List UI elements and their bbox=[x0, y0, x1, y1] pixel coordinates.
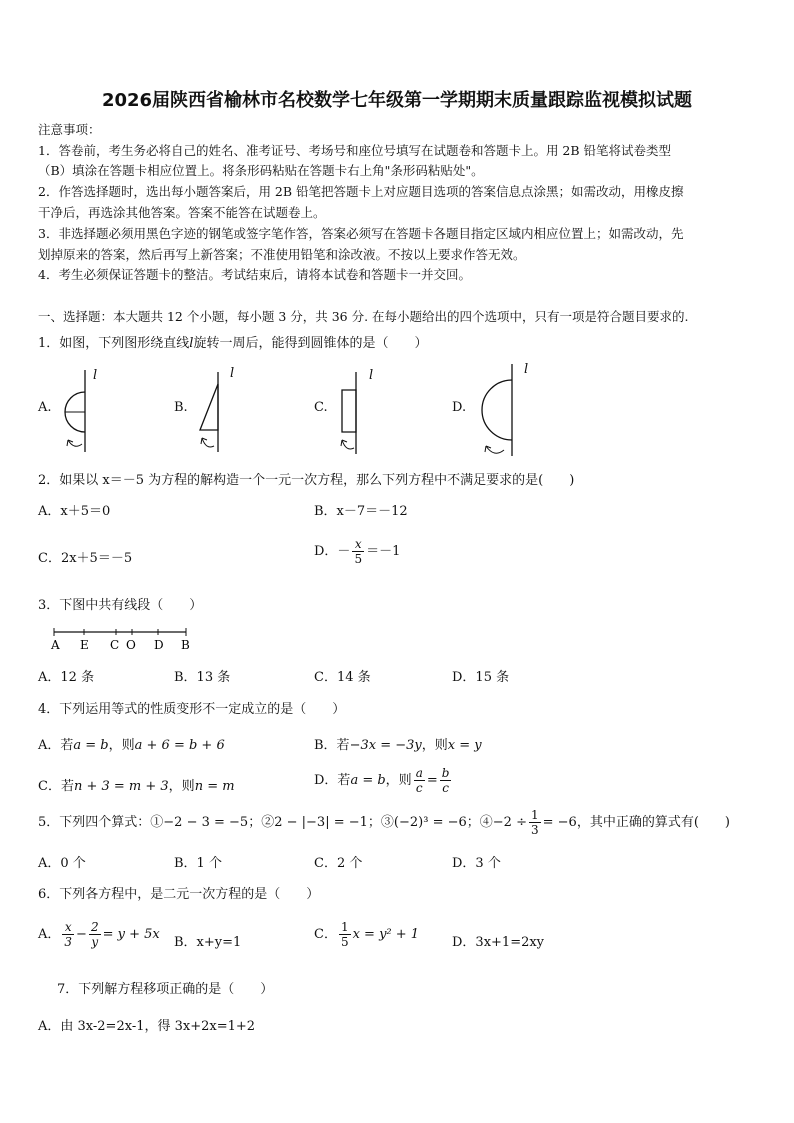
q1-figure-a bbox=[58, 368, 108, 456]
q1-figure-c bbox=[334, 368, 374, 458]
notice-line-1: 1．答卷前，考生务必将自己的姓名、准考证号、考场号和座位号填写在试题卷和答题卡上。用 2B 铅笔将试卷类型 bbox=[38, 143, 672, 158]
q6-option-a: A． $\frac{x}{3}$ − $\frac{2}{y}$ = y + 5x bbox=[38, 920, 160, 949]
q3-segment-figure bbox=[50, 624, 200, 654]
question-6-stem: 6．下列各方程中，是二元一次方程的是（ ） bbox=[38, 887, 320, 902]
q1-figure-d-axis-label: l bbox=[524, 362, 529, 377]
notice-line-7: 4．考生必须保证答题卡的整洁。考试结束后，请将本试卷和答题卡一并交回。 bbox=[38, 267, 471, 282]
q5-option-b: B．1 个 bbox=[174, 856, 222, 871]
notice-heading: 注意事项： bbox=[38, 122, 101, 137]
notice-line-3: 2．作答选择题时，选出每小题答案后，用 2B 铅笔把答题卡上对应题目选项的答案信息点涂黑；如需改动，用橡皮擦 bbox=[38, 184, 684, 199]
q1-figure-c-axis-label: l bbox=[369, 368, 374, 383]
question-3-stem: 3．下图中共有线段（ ） bbox=[38, 598, 203, 613]
section-heading: 一、选择题：本大题共 12 个小题，每小题 3 分，共 36 分. 在每小题给出的四个选项中，只有一项是符合题目要求的. bbox=[38, 309, 689, 324]
question-5-stem: 5．下列四个算式：①−2 − 3 = −5；②2 − |−3| = −1；③(−2)³ = −6；④−2 ÷ $\frac{1}{3}$ = −6，其中正确的算式有( ) bbox=[38, 808, 730, 837]
q1-option-c-label: C. bbox=[314, 400, 328, 415]
question-2-stem: 2．如果以 x＝－5 为方程的解构造一个一元一次方程，那么下列方程中不满足要求的是( ) bbox=[38, 473, 575, 488]
q3-option-a: A．12 条 bbox=[38, 670, 95, 685]
notice-line-5: 3．非选择题必须用黑色字迹的钢笔或签字笔作答，答案必须写在答题卡各题目指定区域内相应位置上；如需改动，先 bbox=[38, 226, 684, 241]
question-1-stem: 1．如图，下列图形绕直线l旋转一周后，能得到圆锥体的是（ ） bbox=[38, 336, 428, 351]
notice-line-6: 划掉原来的答案，然后再写上新答案；不准使用铅笔和涂改液。不按以上要求作答无效。 bbox=[38, 247, 526, 262]
q3-option-c: C．14 条 bbox=[314, 670, 371, 685]
q3-point-e: E bbox=[80, 638, 89, 652]
q1-figure-b-axis-label: l bbox=[230, 366, 235, 381]
q3-point-c: C bbox=[110, 638, 120, 652]
q3-point-b: B bbox=[181, 638, 190, 652]
q6-option-d: D．3x+1=2xy bbox=[452, 935, 545, 950]
q1-option-d-label: D. bbox=[452, 400, 467, 415]
question-4-stem: 4．下列运用等式的性质变形不一定成立的是（ ） bbox=[38, 702, 346, 717]
q5-option-d: D．3 个 bbox=[452, 856, 501, 871]
q6-option-c: C． $\frac{1}{5}$ x = y² + 1 bbox=[314, 920, 420, 949]
notice-line-4: 干净后，再选涂其他答案。答案不能答在试题卷上。 bbox=[38, 205, 326, 220]
q1-option-a-label: A. bbox=[38, 400, 52, 415]
q2-option-c: C．2x＋5＝－5 bbox=[38, 551, 133, 566]
q4-option-d: D．若a = b，则 $\frac{a}{c}$ = $\frac{b}{c}$ bbox=[314, 766, 450, 795]
q4-option-b: B．若−3x = −3y，则x = y bbox=[314, 738, 482, 753]
q1-option-b-label: B. bbox=[174, 400, 188, 415]
q1-figure-b bbox=[194, 368, 234, 458]
q2-option-a: A．x＋5＝0 bbox=[38, 504, 111, 519]
q6-option-b: B．x+y=1 bbox=[174, 935, 242, 950]
q3-option-b: B．13 条 bbox=[174, 670, 231, 685]
q3-point-d: D bbox=[154, 638, 164, 652]
q3-option-d: D．15 条 bbox=[452, 670, 510, 685]
page-title: 2026届陕西省榆林市名校数学七年级第一学期期末质量跟踪监视模拟试题 bbox=[101, 90, 693, 111]
q7-option-a: A．由 3x-2=2x-1，得 3x+2x=1+2 bbox=[38, 1019, 256, 1034]
q1-figure-d bbox=[472, 362, 522, 460]
notice-line-2: （B）填涂在答题卡相应位置上。将条形码粘贴在答题卡右上角"条形码粘贴处"。 bbox=[38, 163, 484, 178]
q5-option-c: C．2 个 bbox=[314, 856, 363, 871]
question-7-stem: 7．下列解方程移项正确的是（ ） bbox=[57, 982, 274, 997]
q5-option-a: A．0 个 bbox=[38, 856, 86, 871]
q1-figure-a-axis-label: l bbox=[93, 368, 98, 383]
q3-point-o: O bbox=[126, 638, 136, 652]
q2-option-d: D．－ $\frac{x}{5}$ ＝－1 bbox=[314, 537, 401, 566]
q3-point-a: A bbox=[51, 638, 60, 652]
q2-option-b: B．x－7＝－12 bbox=[314, 504, 408, 519]
q4-option-a: A．若a = b，则a + 6 = b + 6 bbox=[38, 738, 225, 753]
q4-option-c: C．若n + 3 = m + 3，则n = m bbox=[38, 779, 235, 794]
